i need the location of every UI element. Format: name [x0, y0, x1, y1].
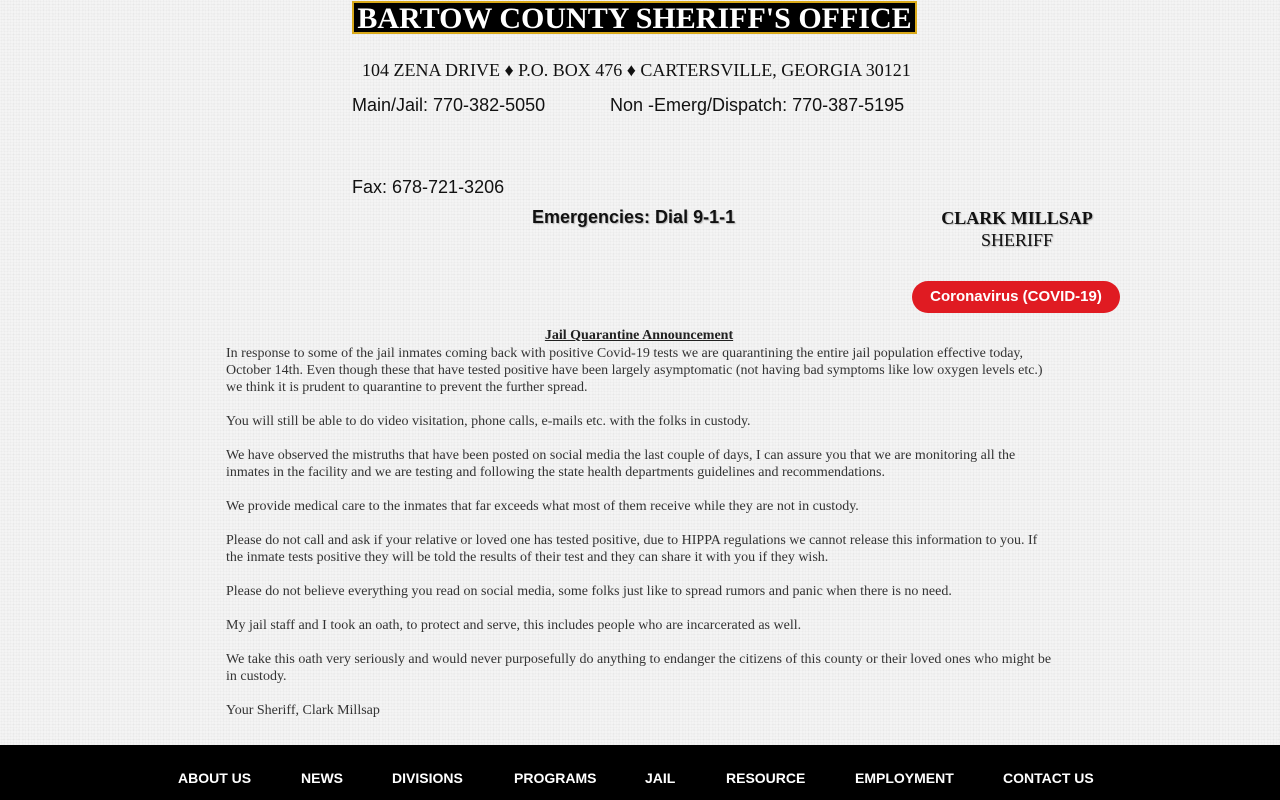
sheriff-block	[928, 207, 1106, 251]
nav-item-about-us[interactable]: ABOUT US	[178, 770, 252, 786]
nav-item-contact-us[interactable]: CONTACT US	[1003, 770, 1094, 786]
non-emergency-dispatch-phone: Non -Emerg/Dispatch: 770-387-5195	[610, 95, 905, 115]
announcement-paragraph: We take this oath very seriously and would never purposefully do anything to endanger the citizens of this county or their loved ones who might be in custody.	[226, 652, 1052, 684]
nav-item-news[interactable]: NEWS	[301, 770, 343, 786]
main-navigation-bar	[0, 745, 1280, 800]
announcement-paragraph: We provide medical care to the inmates that far exceeds what most of them receive while they are not in custody.	[226, 499, 859, 514]
main-jail-phone: Main/Jail: 770-382-5050	[352, 95, 546, 115]
announcement-paragraph: In response to some of the jail inmates coming back with positive Covid-19 tests we are quarantining the entire jail population effective today, October 14th. Even though these that have tested positive have been largely asymptomatic (not having bad symptoms like low oxygen levels etc.) we think it is prudent to quarantine to prevent the further spread.	[226, 346, 1043, 395]
site-title: BARTOW COUNTY SHERIFF'S OFFICE	[352, 1, 917, 34]
announcement-paragraph: Please do not call and ask if your relative or loved one has tested positive, due to HIPPA regulations we cannot release this information to you. If the inmate tests positive they will be told the results of their test and they can share it with you if they wish.	[226, 533, 1038, 565]
sheriff-name: CLARK MILLSAP	[941, 208, 1093, 228]
sheriff-title: SHERIFF	[980, 230, 1054, 250]
nav-item-divisions[interactable]: DIVISIONS	[392, 770, 463, 786]
nav-item-jail[interactable]: JAIL	[645, 770, 676, 786]
nav-item-resource[interactable]: RESOURCE	[726, 770, 806, 786]
fax-number: Fax: 678-721-3206	[352, 177, 505, 197]
announcement-paragraph: You will still be able to do video visitation, phone calls, e-mails etc. with the folks in custody.	[226, 414, 751, 429]
office-address: 104 ZENA DRIVE ♦ P.O. BOX 476 ♦ CARTERSVILLE, GEORGIA 30121	[362, 60, 911, 80]
coronavirus-covid19-button[interactable]: Coronavirus (COVID-19)	[912, 281, 1120, 313]
announcement-paragraph: My jail staff and I took an oath, to protect and serve, this includes people who are incarcerated as well.	[226, 618, 802, 633]
announcement-paragraph: Please do not believe everything you read on social media, some folks just like to spread rumors and panic when there is no need.	[226, 584, 952, 599]
nav-item-employment[interactable]: EMPLOYMENT	[855, 770, 954, 786]
nav-item-programs[interactable]: PROGRAMS	[514, 770, 597, 786]
announcement-title: Jail Quarantine Announcement	[544, 328, 734, 343]
emergency-notice: Emergencies: Dial 9-1-1	[532, 207, 736, 227]
announcement-body	[226, 345, 1056, 736]
announcement-signature: Your Sheriff, Clark Millsap	[226, 703, 380, 718]
announcement-paragraph: We have observed the mistruths that have been posted on social media the last couple of days, I can assure you that we are monitoring all the inmates in the facility and we are testing and following the state health departments guidelines and recommendations.	[226, 448, 1016, 480]
